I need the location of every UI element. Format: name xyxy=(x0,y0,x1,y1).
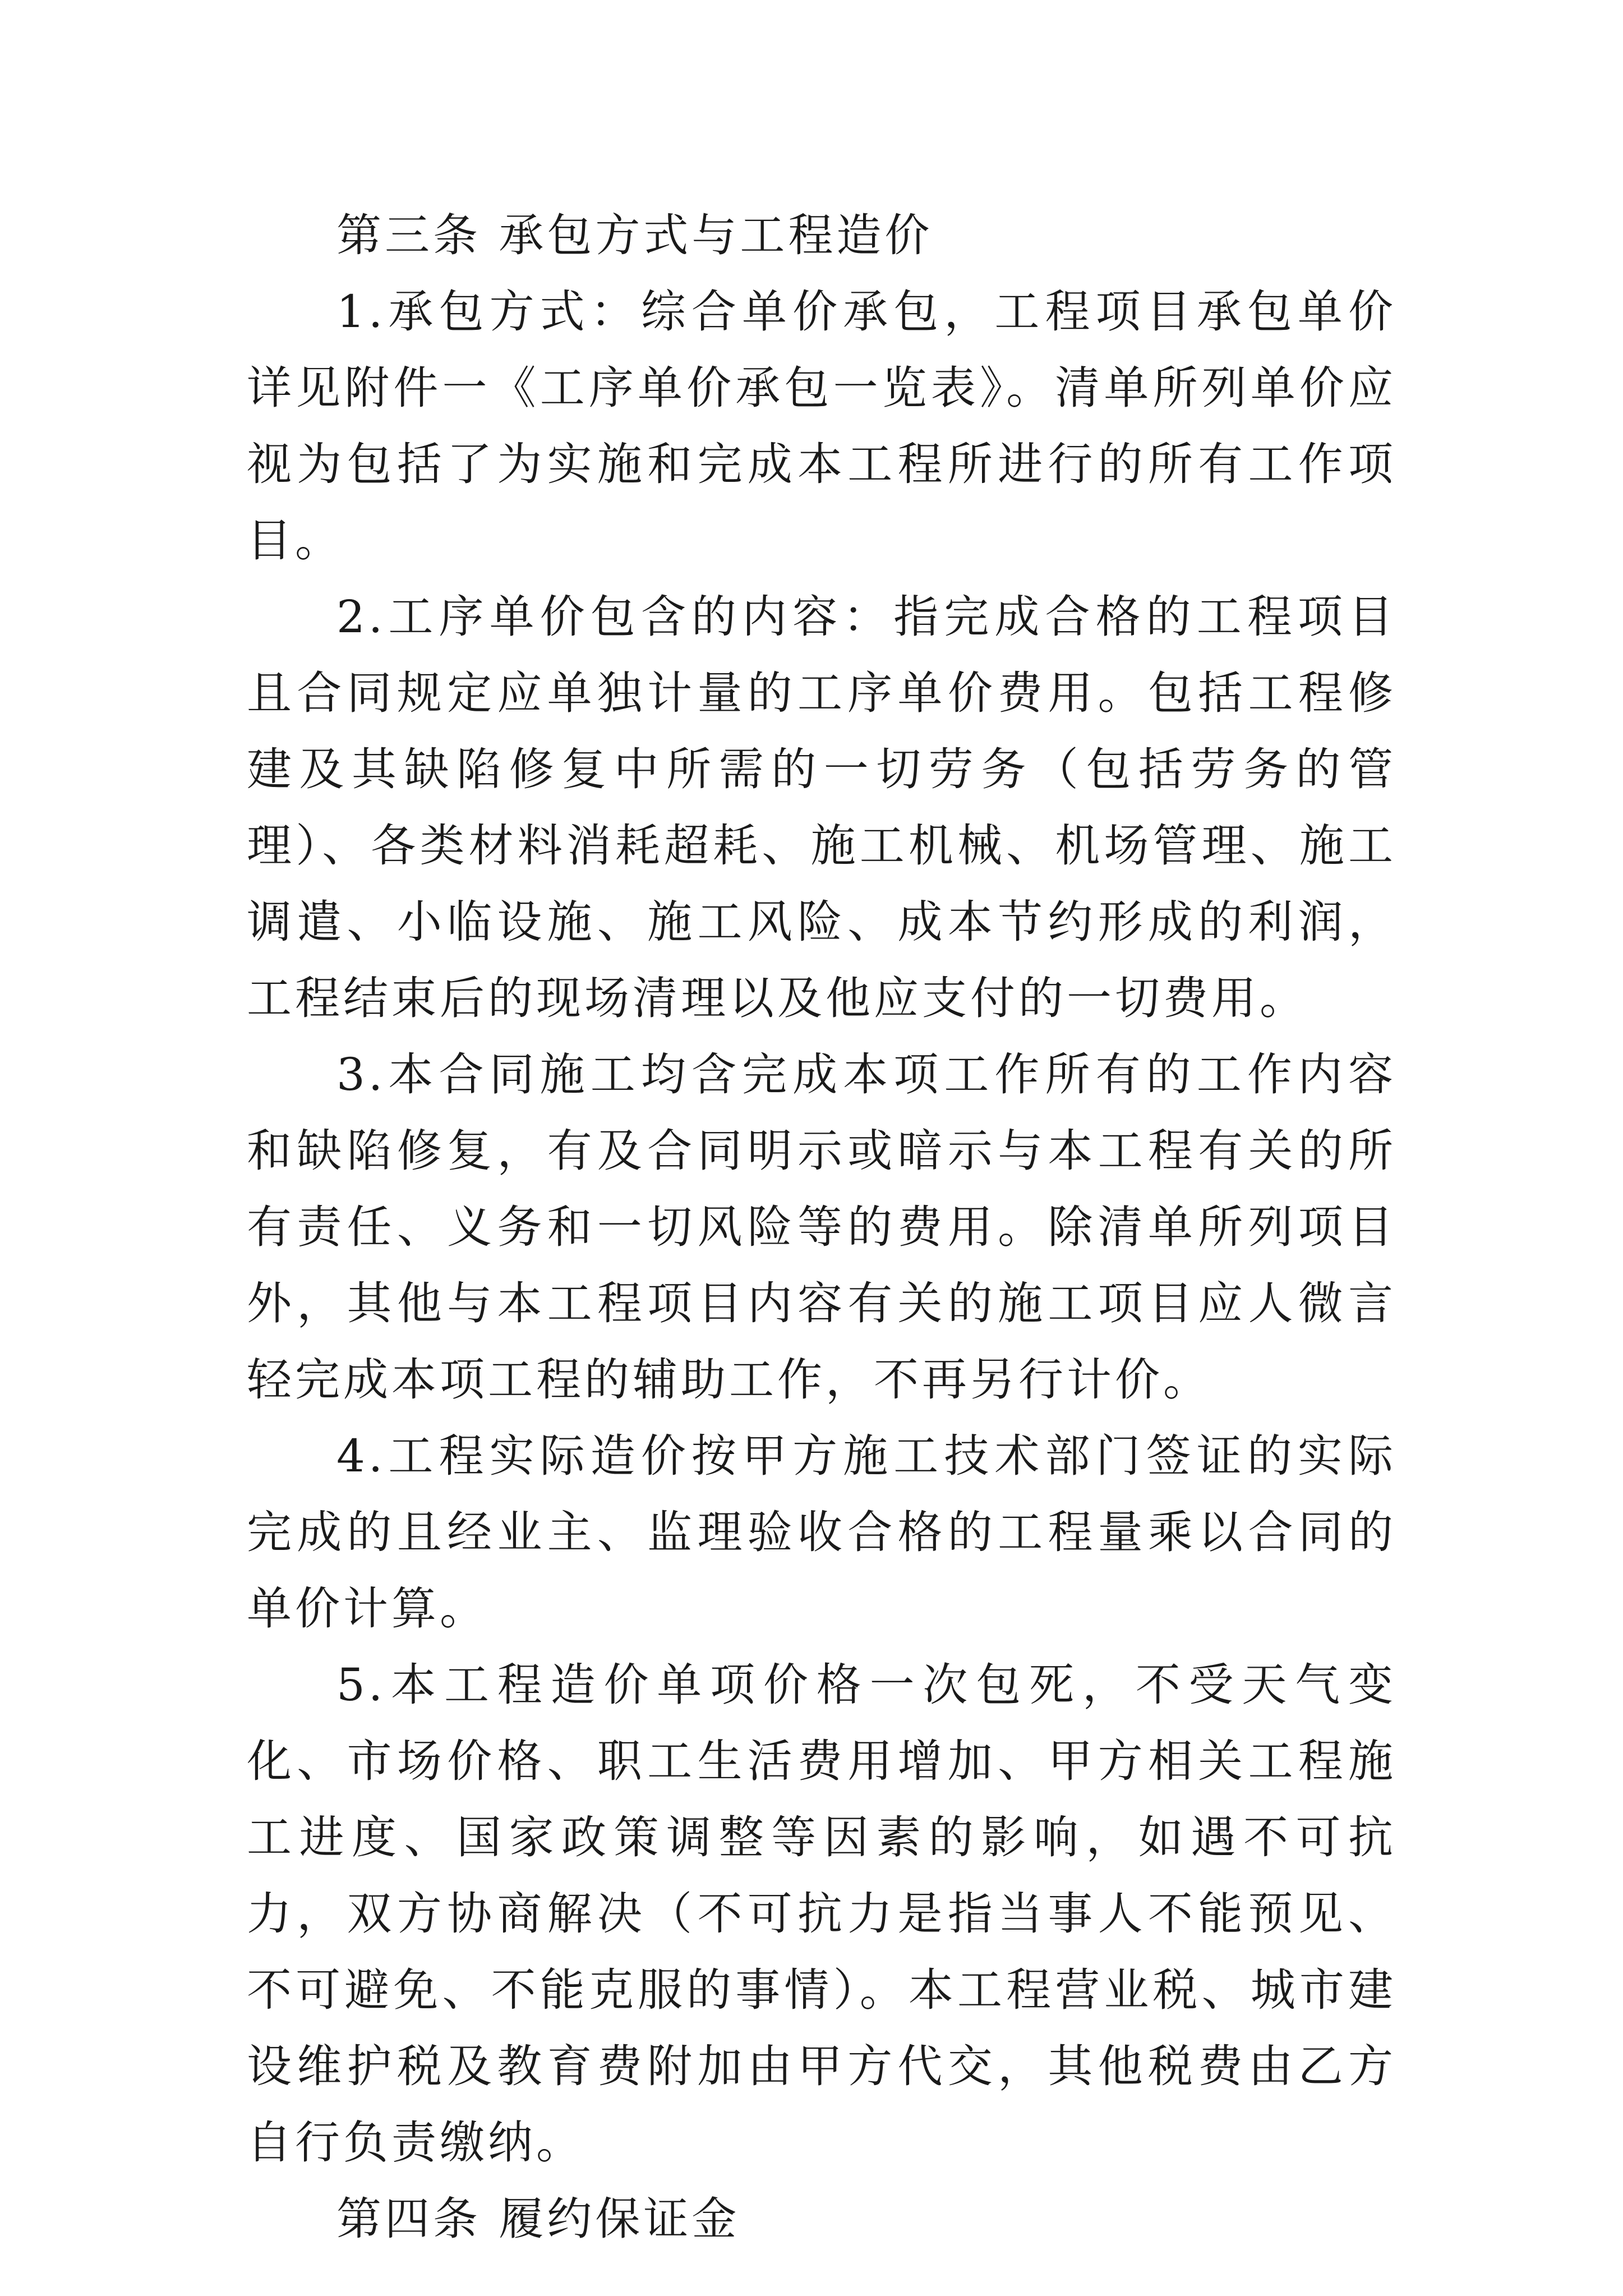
document-body xyxy=(247,197,1396,2257)
paragraph-3-work-scope: 3.本合同施工均含完成本项工作所有的工作内容和缺陷修复，有及合同明示或暗示与本工程有关的所有责任、义务和一切风险等的费用。除清单所列项目外，其他与本工程项目内容有关的施工项目应人微言轻完成本项工程的辅助工作，不再另行计价。 xyxy=(247,1048,1396,1406)
article-4-heading: 第四条 履约保证金 xyxy=(336,2193,740,2245)
article-3-heading: 第三条 承包方式与工程造价 xyxy=(336,209,933,261)
paragraph-2-unit-price-content: 2.工序单价包含的内容：指完成合格的工程项目且合同规定应单独计量的工序单价费用。包括工程修建及其缺陷修复中所需的一切劳务（包括劳务的管理）、各类材料消耗超耗、施工机械、机场管理、施工调遣、小临设施、施工风险、成本节约形成的利润，工程结束后的现场清理以及他应支付的一切费用。 xyxy=(247,591,1396,1024)
paragraph-1-contract-method: 1.承包方式：综合单价承包，工程项目承包单价详见附件一《工序单价承包一览表》。清单所列单价应视为包括了为实施和完成本工程所进行的所有工作项目。 xyxy=(247,286,1396,567)
paragraph-4-actual-cost: 4.工程实际造价按甲方施工技术部门签证的实际完成的且经业主、监理验收合格的工程量乘以合同的单价计算。 xyxy=(247,1430,1396,1635)
paragraph-5-fixed-price: 5.本工程造价单项价格一次包死，不受天气变化、市场价格、职工生活费用增加、甲方相关工程施工进度、国家政策调整等因素的影响，如遇不可抗力，双方协商解决（不可抗力是指当事人不能预见、不可避免、不能克服的事情）。本工程营业税、城市建设维护税及教育费附加由甲方代交，其他税费由乙方自行负责缴纳。 xyxy=(247,1659,1396,2169)
